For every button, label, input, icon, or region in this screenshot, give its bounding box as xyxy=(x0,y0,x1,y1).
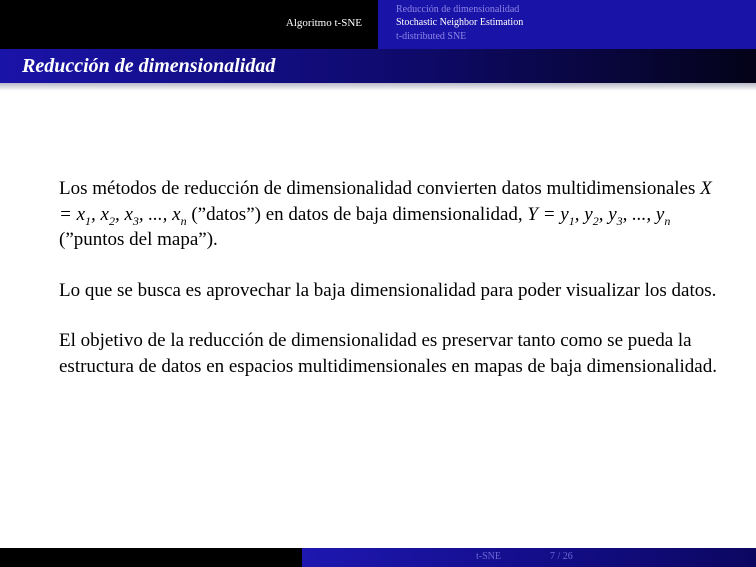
header-section-panel xyxy=(0,0,378,49)
paragraph-3: El objetivo de la reducción de dimensionalidad es preservar tanto como se pueda la estructura de datos en espacios multidimensionales en mapas de baja dimensionalidad. xyxy=(59,330,717,377)
nav-subsection-sne[interactable]: Stochastic Neighbor Estimation xyxy=(396,17,524,28)
nav-section-link[interactable]: Algoritmo t-SNE xyxy=(285,17,362,29)
slide-body xyxy=(59,176,719,404)
paragraph-1: Los métodos de reducción de dimensionalidad convierten datos multidimensionales $X = x_1$, $x_2$, $x_3$, ..., $x_n$ (”datos”) en datos de baja dimensionalidad, $Y = y_1$, $y_2$, $y_3$, ..., $y_n$ (”puntos del mapa”). xyxy=(59,178,712,250)
nav-subsection-tsne[interactable]: t-distributed SNE xyxy=(396,31,467,42)
frame-title-bar xyxy=(0,49,756,83)
footer-bar xyxy=(0,548,756,567)
math-x-sequence: $X = x_1$, $x_2$, $x_3$, ..., $x_n$ xyxy=(59,178,712,228)
footer-right-panel xyxy=(302,548,756,567)
footer-left-panel xyxy=(0,548,302,567)
header-bar xyxy=(0,0,756,49)
title-shadow xyxy=(0,83,756,91)
nav-subsection-reduccion[interactable]: Reducción de dimensionalidad xyxy=(396,4,520,15)
header-subsection-panel xyxy=(378,0,756,49)
math-y-sequence: $Y = y_1$, $y_2$, $y_3$, ..., $y_n$ xyxy=(527,203,671,228)
footer-page-number: 7 / 26 xyxy=(550,551,573,562)
frame-title: Reducción de dimensionalidad xyxy=(22,55,276,77)
paragraph-2: Lo que se busca es aprovechar la baja dimensionalidad para poder visualizar los datos. xyxy=(59,279,717,301)
footer-short-title: t-SNE xyxy=(476,551,501,562)
